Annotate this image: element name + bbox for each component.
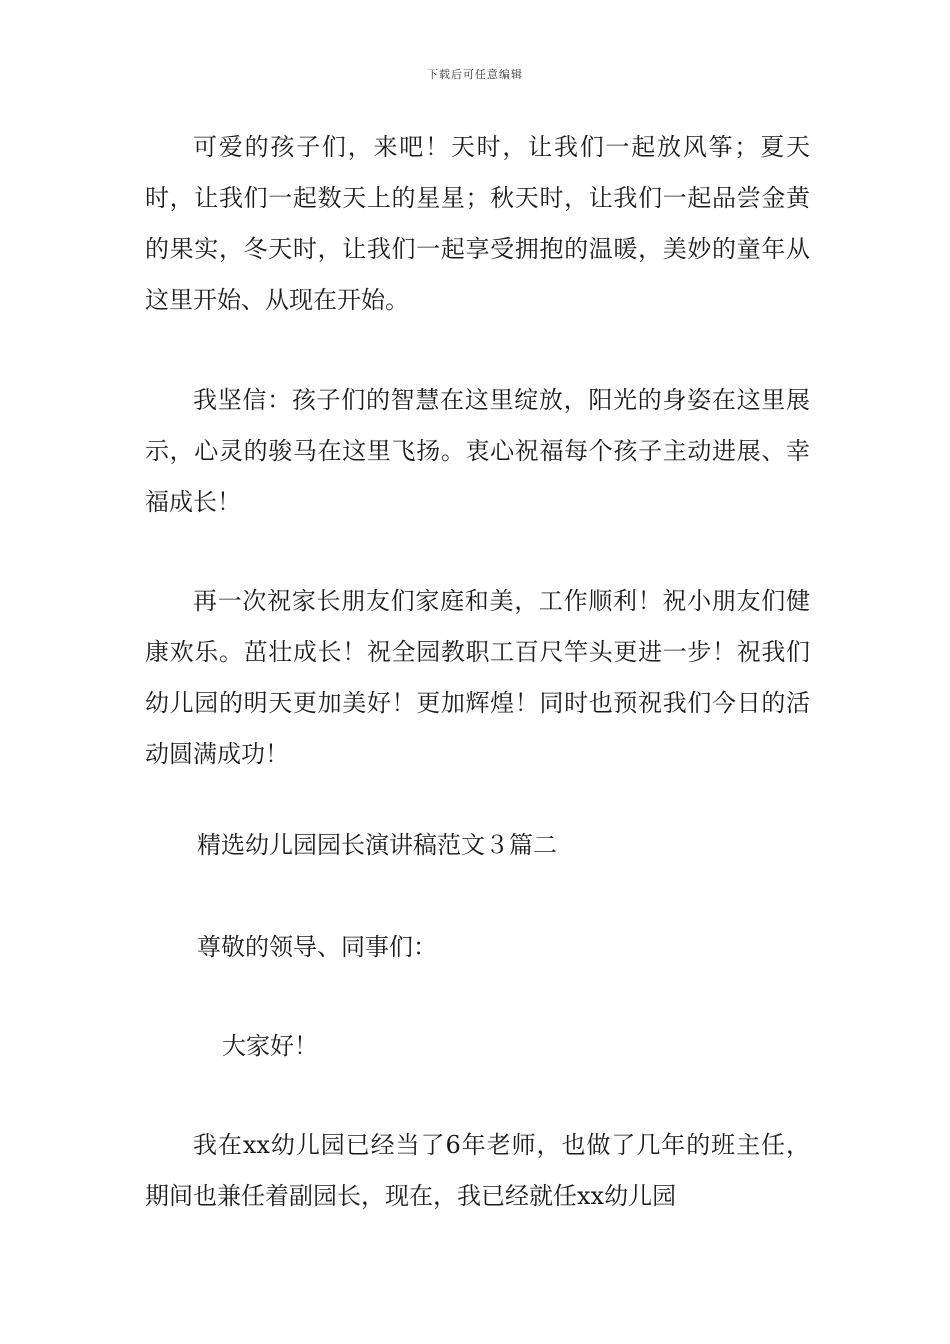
greeting: 大家好！ bbox=[222, 1032, 318, 1060]
section-title: 精选幼儿园园长演讲稿范文３篇二 bbox=[197, 831, 557, 859]
paragraph-children-seasons: 可爱的孩子们，来吧！天时，让我们一起放风筝；夏天时，让我们一起数天上的星星；秋天时，让我们一起品尝金黄的果实，冬天时，让我们一起享受拥抱的温暖，美妙的童年从这里开始、从现在开始。 bbox=[145, 133, 810, 314]
paragraph-belief: 我坚信：孩子们的智慧在这里绽放，阳光的身姿在这里展示，心灵的骏马在这里飞扬。衷心祝福每个孩子主动进展、幸福成长！ bbox=[145, 386, 810, 516]
header-note: 下载后可任意编辑 bbox=[427, 68, 523, 81]
salutation: 尊敬的领导、同事们： bbox=[197, 933, 437, 961]
paragraph-wishes: 再一次祝家长朋友们家庭和美，工作顺利！祝小朋友们健康欢乐。茁壮成长！祝全园教职工百尺竿头更进一步！祝我们幼儿园的明天更加美好！更加辉煌！同时也预祝我们今日的活动圆满成功！ bbox=[145, 587, 810, 768]
paragraph-introduction: 我在xx幼儿园已经当了6年老师，也做了几年的班主任，期间也兼任着副园长，现在，我已经就任xx幼儿园 bbox=[145, 1131, 810, 1210]
